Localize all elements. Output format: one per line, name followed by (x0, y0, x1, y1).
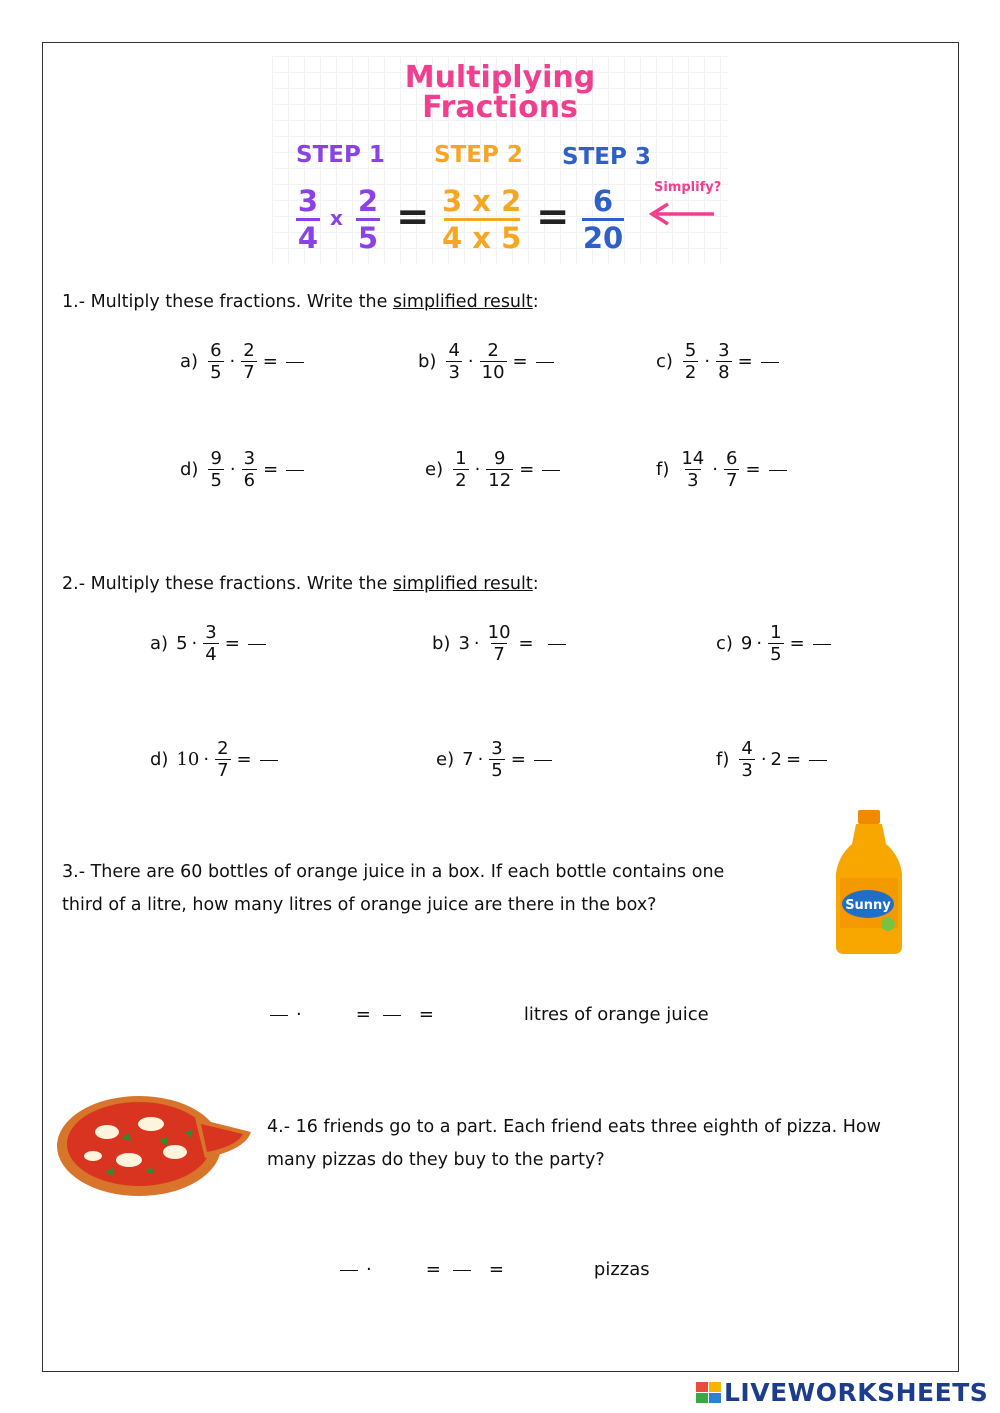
step3-denominator: 20 (582, 221, 624, 255)
pizza-icon (55, 1088, 255, 1200)
step1-b-denominator: 5 (357, 221, 379, 255)
q2-item-d (150, 738, 282, 781)
q2-f-fraction (739, 738, 754, 781)
numerator: 2 (217, 738, 229, 759)
header-banner (272, 56, 728, 264)
q1-d-fraction-2 (242, 448, 257, 491)
denominator: 7 (243, 362, 255, 383)
q2-item-e (436, 738, 556, 781)
numerator: 2 (487, 340, 499, 361)
equals-sign: = (425, 1259, 441, 1280)
liveworksheets-logo-text: LIVEWORKSHEETS (724, 1378, 989, 1407)
denominator: 12 (488, 470, 512, 491)
numerator: 9 (494, 448, 506, 469)
q4-fraction-blank-2[interactable] (453, 1270, 471, 1271)
q2-d-fraction (215, 738, 230, 781)
q2-f-answer-blank[interactable] (809, 760, 827, 761)
q1-prompt-colon: : (532, 292, 539, 312)
q1-b-answer-blank[interactable] (536, 362, 554, 363)
step3-label: STEP 3 (562, 144, 651, 170)
q2-f-label: f) (716, 749, 730, 770)
q2-d-label: d) (150, 749, 169, 770)
q3-unit: litres of orange juice (523, 1004, 709, 1025)
denominator: 4 (205, 644, 217, 665)
numerator: 3 (243, 448, 256, 469)
denominator: 5 (210, 362, 222, 383)
denominator: 7 (493, 644, 505, 665)
numerator: 3 (205, 622, 217, 643)
multiply-dot: · (229, 351, 236, 372)
numerator: 2 (243, 340, 255, 361)
banner-title-line2: Fractions (422, 90, 578, 125)
q4-prompt (267, 1111, 957, 1177)
q1-f-fraction-2 (724, 448, 739, 491)
liveworksheets-logo-icon (696, 1382, 722, 1404)
equals-sign: = (518, 633, 534, 654)
whole-number: 9 (740, 633, 753, 654)
numerator: 4 (741, 738, 753, 759)
multiply-dot: · (191, 633, 198, 654)
q2-prompt-underlined: simplified result (392, 574, 533, 594)
step1-label: STEP 1 (296, 142, 385, 168)
q1-b-fraction-2 (480, 340, 507, 383)
q1-prompt (62, 286, 539, 319)
whole-number: 2 (770, 749, 782, 770)
numerator: 5 (684, 340, 697, 361)
equals-1: = (396, 194, 430, 240)
q4-fraction-blank-1[interactable] (340, 1270, 358, 1271)
whole-number: 5 (176, 633, 188, 654)
q4-answer-row (336, 1259, 736, 1280)
step1-fraction-a (296, 186, 320, 253)
step1-a-denominator: 4 (297, 221, 319, 255)
step1-times: x (330, 206, 343, 230)
q1-e-fraction-2 (486, 448, 513, 491)
denominator: 5 (770, 644, 782, 665)
step3-numerator: 6 (592, 184, 614, 218)
q2-a-answer-blank[interactable] (248, 644, 266, 645)
equals-sign: = (224, 633, 240, 654)
step1-b-numerator: 2 (357, 184, 379, 218)
q1-f-label: f) (656, 459, 670, 480)
numerator: 6 (210, 340, 222, 361)
denominator: 2 (455, 470, 467, 491)
q3-line2: third of a litre, how many litres of orange juice are there in the box? (62, 895, 657, 915)
q1-item-b (418, 340, 558, 383)
numerator: 3 (491, 738, 503, 759)
whole-number: 7 (462, 749, 474, 770)
q1-b-fraction-1 (446, 340, 461, 383)
numerator: 9 (210, 448, 222, 469)
step1-fraction-b (356, 186, 380, 253)
q1-d-label: d) (180, 459, 199, 480)
q2-e-label: e) (436, 749, 455, 770)
equals-sign: = (512, 351, 528, 372)
multiply-dot: · (704, 351, 711, 372)
equals-2: = (536, 194, 570, 240)
equals-sign: = (519, 459, 535, 480)
q1-a-answer-blank[interactable] (286, 362, 304, 363)
q4-unit: pizzas (593, 1259, 650, 1280)
step2-denominator: 4 x 5 (442, 221, 522, 255)
q1-item-a (180, 340, 308, 383)
equals-sign: = (510, 749, 526, 770)
multiply-dot: · (477, 749, 484, 770)
q2-prompt-text: 2.- Multiply these fractions. Write the (62, 574, 393, 594)
q3-line1: 3.- There are 60 bottles of orange juice in a box. If each bottle contains one (62, 862, 725, 882)
q1-f-answer-blank[interactable] (769, 470, 787, 471)
q1-e-label: e) (425, 459, 444, 480)
q2-c-answer-blank[interactable] (813, 644, 831, 645)
numerator: 14 (681, 448, 705, 469)
q2-a-label: a) (150, 633, 169, 654)
q1-a-label: a) (180, 351, 199, 372)
numerator: 1 (455, 448, 467, 469)
simplify-label: Simplify? (654, 180, 722, 195)
denominator: 3 (687, 470, 699, 491)
equals-sign: = (737, 351, 753, 372)
denominator: 7 (217, 760, 229, 781)
q1-prompt-text: 1.- Multiply these fractions. Write the (62, 292, 393, 312)
equals-sign: = (262, 351, 278, 372)
numerator: 4 (448, 340, 460, 361)
q1-e-answer-blank[interactable] (542, 470, 560, 471)
q1-d-answer-blank[interactable] (286, 470, 304, 471)
q3-answer-row (266, 1004, 746, 1025)
q1-a-fraction-1 (208, 340, 223, 383)
denominator: 5 (210, 470, 222, 491)
whole-number: 10 (176, 749, 200, 770)
equals-sign: = (236, 749, 252, 770)
multiply-dot: · (712, 459, 718, 480)
q1-d-fraction-1 (208, 448, 223, 491)
q2-c-fraction (768, 622, 783, 665)
q2-prompt (62, 568, 539, 601)
q1-e-fraction-1 (453, 448, 468, 491)
bottle-brand-text: Sunny (845, 898, 891, 913)
banner-title-line1: Multiplying (404, 60, 596, 95)
multiply-dot: · (366, 1259, 372, 1280)
step1-a-numerator: 3 (297, 184, 319, 218)
q1-c-fraction-2 (716, 340, 731, 383)
q1-item-f (656, 448, 791, 491)
q2-b-answer-blank[interactable] (548, 644, 566, 645)
q1-c-answer-blank[interactable] (761, 362, 779, 363)
denominator: 5 (491, 760, 503, 781)
q1-item-e (425, 448, 564, 491)
denominator: 8 (718, 362, 730, 383)
multiply-dot: · (467, 351, 474, 372)
multiply-dot: · (229, 459, 236, 480)
q1-c-label: c) (656, 351, 673, 372)
step2-numerator: 3 x 2 (442, 184, 522, 218)
step3-fraction (582, 186, 624, 253)
denominator: 3 (741, 760, 753, 781)
q2-item-b (432, 622, 570, 665)
equals-sign: = (263, 459, 279, 480)
q2-c-label: c) (716, 633, 733, 654)
multiply-dot: · (756, 633, 763, 654)
q1-item-c (656, 340, 783, 383)
equals-sign: = (786, 749, 802, 770)
numerator: 3 (718, 340, 730, 361)
numerator: 10 (487, 622, 511, 643)
q2-a-fraction (203, 622, 218, 665)
q1-c-fraction-1 (683, 340, 698, 383)
denominator: 10 (481, 362, 505, 383)
q3-prompt (62, 856, 802, 922)
q4-line1: 4.- 16 friends go to a part. Each friend eats three eighth of pizza. How (267, 1117, 881, 1137)
whole-number: 3 (458, 633, 470, 654)
numerator: 6 (726, 448, 738, 469)
multiply-dot: · (203, 749, 210, 770)
q2-item-a (150, 622, 270, 665)
step2-label: STEP 2 (434, 142, 523, 168)
q3-fraction-blank-1[interactable] (270, 1015, 288, 1016)
q1-b-label: b) (418, 351, 437, 372)
orange-juice-bottle-icon (830, 808, 910, 958)
q1-item-d (180, 448, 308, 491)
q3-fraction-blank-2[interactable] (383, 1015, 401, 1016)
multiply-dot: · (473, 633, 480, 654)
denominator: 6 (243, 470, 256, 491)
equals-sign: = (418, 1004, 434, 1025)
step2-fraction (442, 186, 521, 253)
q2-item-f (716, 738, 831, 781)
q2-e-fraction (489, 738, 504, 781)
equals-sign: = (789, 633, 805, 654)
q1-prompt-underlined: simplified result (392, 292, 533, 312)
denominator: 7 (726, 470, 738, 491)
q1-f-fraction-1 (679, 448, 706, 491)
denominator: 2 (684, 362, 697, 383)
multiply-dot: · (760, 749, 767, 770)
numerator: 1 (770, 622, 782, 643)
q2-item-c (716, 622, 835, 665)
q2-prompt-colon: : (532, 574, 539, 594)
equals-sign: = (355, 1004, 371, 1025)
equals-sign: = (488, 1259, 504, 1280)
multiply-dot: · (474, 459, 481, 480)
q2-e-answer-blank[interactable] (534, 760, 552, 761)
q2-b-fraction (486, 622, 513, 665)
simplify-arrow-icon (646, 202, 718, 226)
q2-d-answer-blank[interactable] (260, 760, 278, 761)
q4-line2: many pizzas do they buy to the party? (267, 1150, 605, 1170)
q2-b-label: b) (432, 633, 451, 654)
q1-a-fraction-2 (241, 340, 256, 383)
denominator: 3 (448, 362, 460, 383)
multiply-dot: · (296, 1004, 302, 1025)
equals-sign: = (745, 459, 761, 480)
liveworksheets-logo (696, 1378, 988, 1407)
